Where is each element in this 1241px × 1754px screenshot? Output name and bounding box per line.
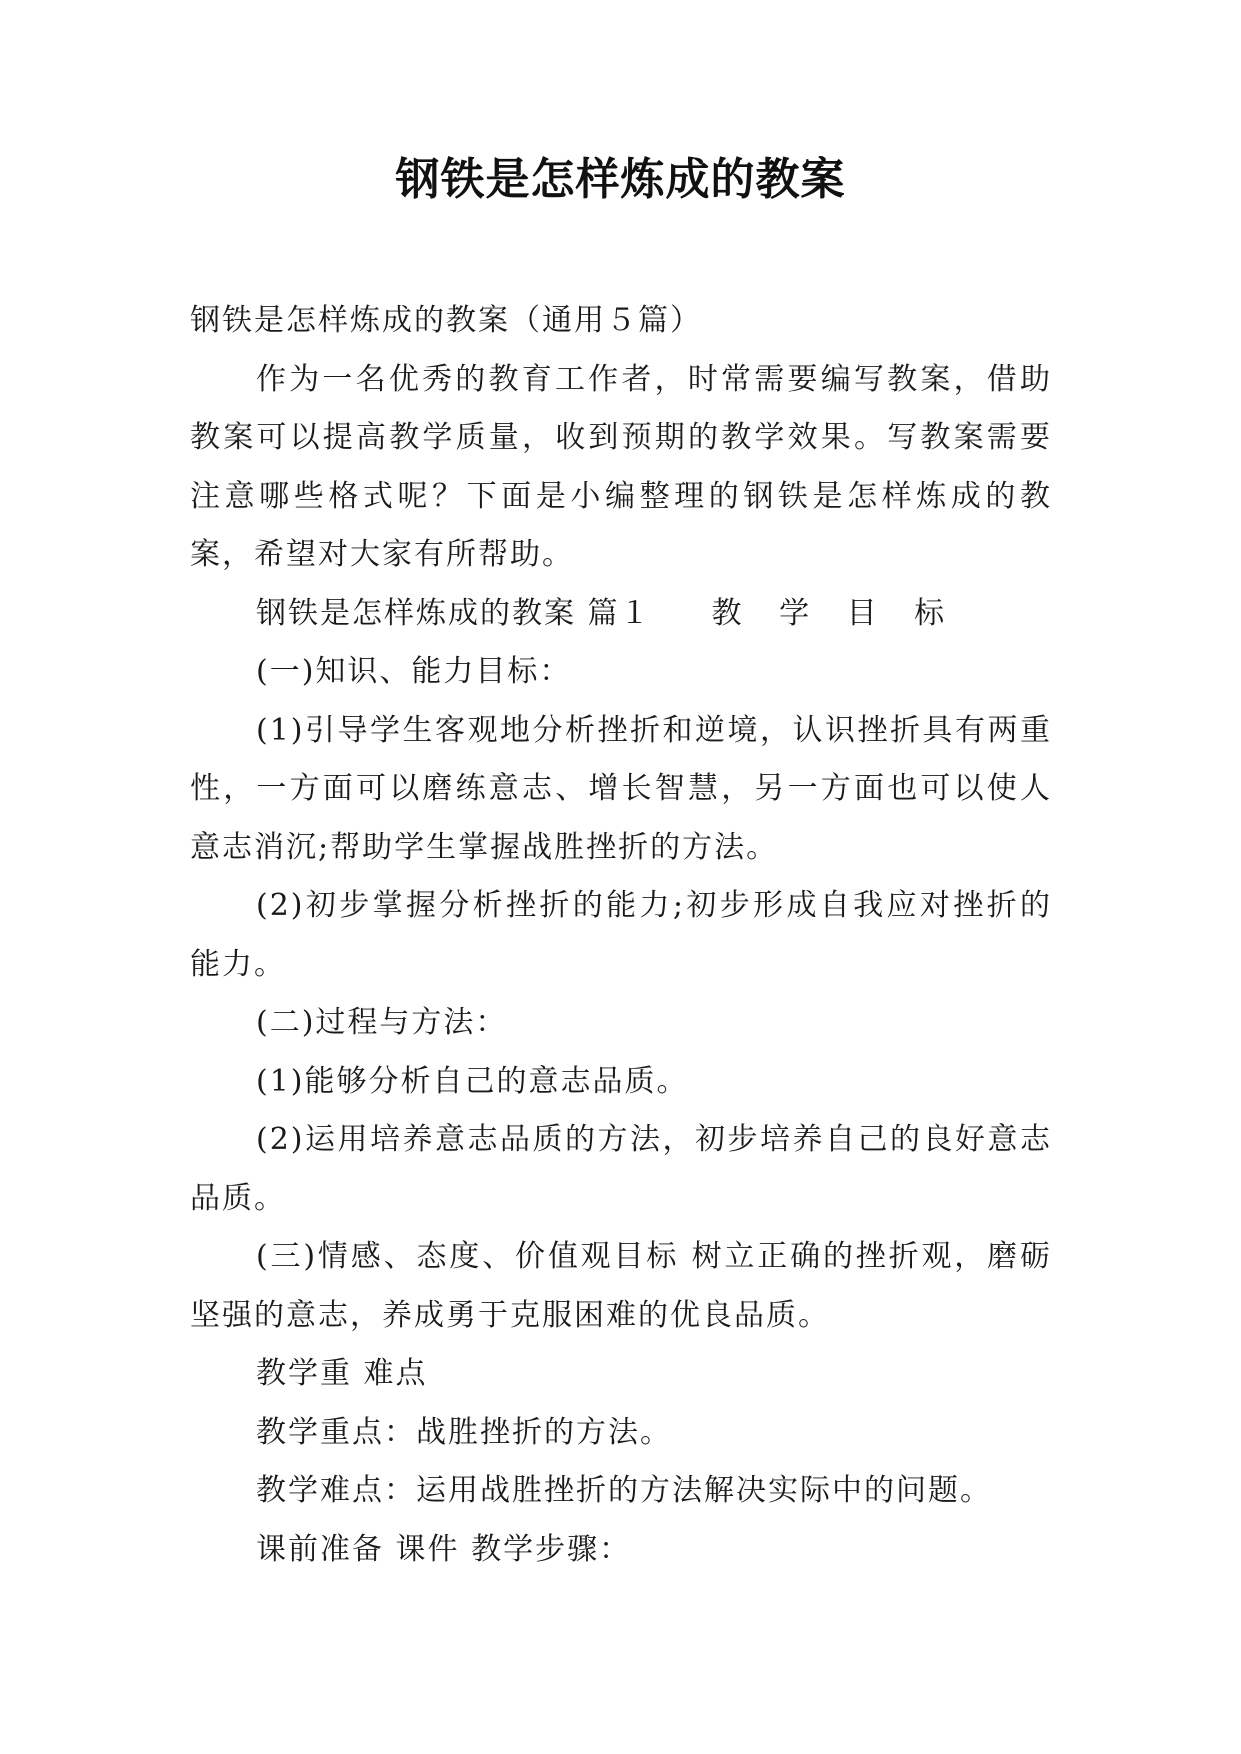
- objective-item: (2)初步掌握分析挫折的能力;初步形成自我应对挫折的能力。: [190, 888, 1052, 982]
- document-title: 钢铁是怎样炼成的教案: [395, 154, 846, 205]
- objective-emotion-paragraph: (三)情感、态度、价值观目标 树立正确的挫折观，磨砺坚强的意志，养成勇于克服困难的优良品质。: [190, 1239, 1052, 1333]
- section-title: 钢铁是怎样炼成的教案 篇１: [256, 595, 652, 631]
- objective-process-heading: (二)过程与方法：: [256, 1005, 508, 1040]
- objective-item: (1)引导学生客观地分析挫折和逆境，认识挫折具有两重性，一方面可以磨练意志、增长智慧，另一方面也可以使人意志消沉;帮助学生掌握战胜挫折的方法。: [190, 712, 1052, 865]
- section-label: 教 学 目 标: [711, 595, 959, 631]
- key-point: 教学重点：战胜挫折的方法。: [256, 1414, 672, 1450]
- document-body: [190, 292, 1052, 1579]
- key-difficult-heading: 教学重 难点: [256, 1356, 428, 1391]
- objective-knowledge-heading: (一)知识、能力目标：: [256, 654, 572, 689]
- preparation-line: 课前准备 课件 教学步骤：: [256, 1531, 632, 1567]
- document-subtitle: 钢铁是怎样炼成的教案（通用５篇）: [190, 303, 702, 338]
- objective-item: (2)运用培养意志品质的方法，初步培养自己的良好意志品质。: [190, 1122, 1052, 1216]
- section-heading: [190, 585, 1052, 644]
- intro-paragraph: 作为一名优秀的教育工作者，时常需要编写教案，借助教案可以提高教学质量，收到预期的教学效果。写教案需要注意哪些格式呢？下面是小编整理的钢铁是怎样炼成的教案，希望对大家有所帮助。: [190, 361, 1052, 572]
- objective-item: (1)能够分析自己的意志品质。: [256, 1063, 689, 1099]
- difficult-point: 教学难点：运用战胜挫折的方法解决实际中的问题。: [256, 1473, 992, 1508]
